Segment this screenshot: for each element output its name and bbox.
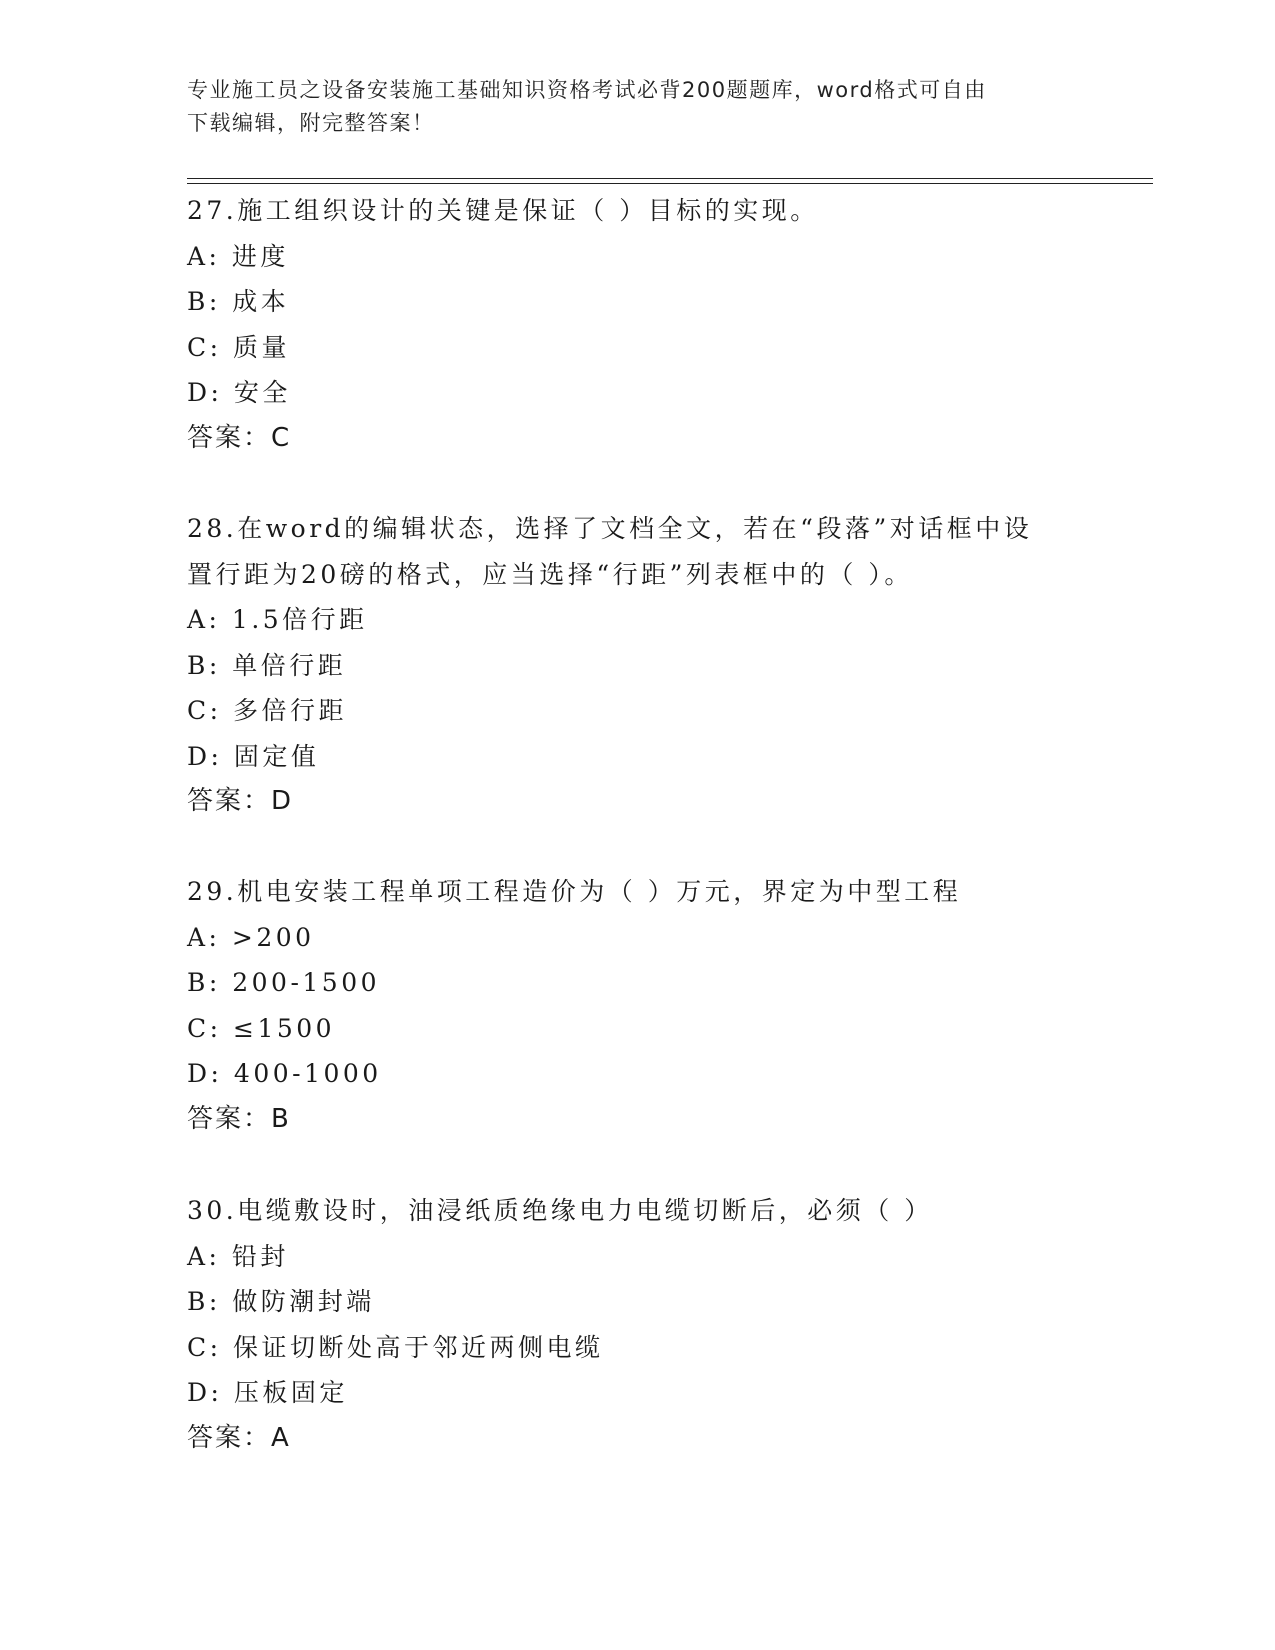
question-27 (187, 188, 1087, 461)
option-d: D: 安全 (187, 378, 291, 407)
question-stem (187, 188, 1087, 234)
option-a: A: 进度 (187, 241, 289, 271)
header-divider-top (187, 178, 1153, 179)
stem-line: 28.在word的编辑状态，选择了文档全文，若在“段落”对话框中设 (187, 514, 1033, 543)
stem-line: 30.电缆敷设时，油浸纸质绝缘电力电缆切断后，必须（ ） (187, 1196, 933, 1225)
answer-text: 答案：D (187, 786, 294, 816)
question-28 (187, 506, 1087, 825)
question-stem (187, 869, 1087, 915)
option-b: B: 做防潮封端 (187, 1287, 375, 1316)
answer-text: 答案：A (187, 1422, 291, 1453)
option-c: C: 质量 (187, 332, 290, 362)
option-c: C: 多倍行距 (187, 696, 347, 725)
question-stem (187, 1188, 1087, 1234)
question-29 (187, 869, 1087, 1142)
header-divider-bottom (187, 183, 1153, 184)
option-c: C: ≤1500 (187, 1013, 336, 1043)
answer-text: 答案：B (187, 1103, 291, 1134)
stem-line: 27.施工组织设计的关键是保证（ ）目标的实现。 (187, 196, 819, 225)
option-a: A: >200 (187, 922, 315, 952)
stem-line: 置行距为20磅的格式，应当选择“行距”列表框中的（ ）。 (187, 559, 913, 589)
option-d: D: 压板固定 (187, 1378, 348, 1407)
document-header (187, 74, 1067, 140)
option-a: A: 1.5倍行距 (187, 605, 368, 634)
question-30 (187, 1188, 1087, 1461)
option-c: C: 保证切断处高于邻近两侧电缆 (187, 1332, 604, 1362)
option-a: A: 铅封 (187, 1241, 289, 1271)
option-b: B: 单倍行距 (187, 650, 347, 680)
header-line-1: 专业施工员之设备安装施工基础知识资格考试必背200题题库，word格式可自由 (187, 78, 987, 102)
option-b: B: 200-1500 (187, 968, 381, 997)
header-line-2: 下载编辑，附完整答案！ (187, 111, 435, 135)
option-b: B: 成本 (187, 287, 290, 316)
question-stem (187, 506, 1087, 597)
stem-line: 29.机电安装工程单项工程造价为（ ）万元，界定为中型工程 (187, 877, 962, 906)
option-d: D: 400-1000 (187, 1059, 382, 1088)
option-d: D: 固定值 (187, 741, 320, 771)
answer-text: 答案：C (187, 422, 292, 453)
